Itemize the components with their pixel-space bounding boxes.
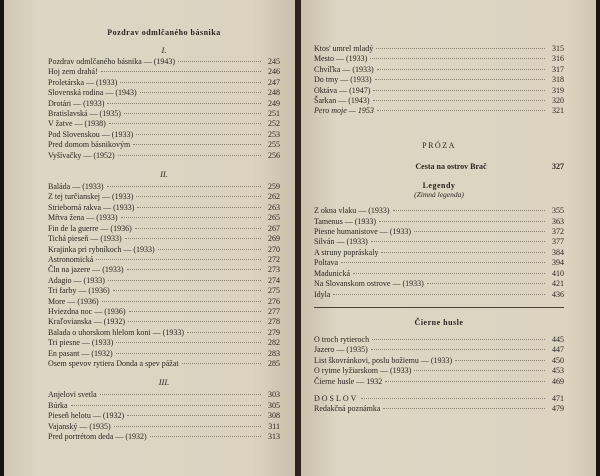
toc-entry-page: 245 — [268, 57, 280, 66]
toc-entry: Redakčná poznámka 479 — [314, 404, 564, 414]
toc-entry-page: 447 — [552, 345, 564, 355]
left-page — [4, 0, 295, 476]
toc-entry — [48, 182, 280, 192]
toc-entry-title: Pero moje — 1953 — [314, 106, 374, 116]
toc-entry-page: 321 — [552, 106, 564, 116]
toc-entry — [48, 88, 280, 98]
toc-entry-title: Búrka — [48, 400, 68, 410]
toc-entry — [314, 290, 564, 300]
toc-entry-page: 318 — [552, 75, 564, 85]
toc-entry-title: Pozdrav odmlčaného básnika — (1943) — [48, 57, 176, 66]
dot-leader — [128, 321, 261, 322]
toc-entry-title: Z tej turčianskej — (1933) — [48, 192, 134, 202]
toc-entry — [48, 432, 280, 442]
toc-entry-page: 377 — [552, 237, 564, 247]
toc-entry-title: Pod Slovenskou — (1933) — [48, 129, 134, 139]
toc-entry-page: 274 — [268, 275, 280, 285]
toc-entry-page: 252 — [268, 119, 280, 129]
toc-entry-page: 248 — [268, 88, 280, 98]
dot-leader — [375, 79, 545, 80]
toc-entry-page: 262 — [268, 192, 280, 202]
toc-entry-title: Čierne husle — 1932 — [314, 376, 383, 386]
toc-entry-page: 421 — [552, 279, 564, 289]
dot-leader — [125, 238, 261, 239]
toc-entry — [314, 106, 564, 116]
toc-entry — [48, 265, 280, 275]
toc-entry-title: Hviezdna noc — (1936) — [48, 306, 126, 316]
toc-entry-title: Vyšívačky — (1952) — [48, 150, 115, 160]
toc-entry — [48, 192, 280, 202]
toc-entry — [314, 366, 564, 376]
dot-leader — [114, 426, 261, 427]
toc-entry — [48, 130, 280, 140]
toc-entry-page: 285 — [268, 358, 280, 368]
violins-list — [314, 335, 564, 387]
toc-entry-title: O troch rytieroch — [314, 334, 370, 344]
toc-entry-page: 253 — [268, 129, 280, 139]
dot-leader — [107, 103, 261, 104]
toc-entry — [48, 78, 280, 88]
toc-entry-page: 267 — [268, 223, 280, 233]
dot-leader — [108, 280, 261, 281]
toc-entry — [48, 245, 280, 255]
toc-entry — [314, 44, 564, 54]
toc-entry — [314, 217, 564, 227]
dot-leader — [371, 349, 545, 350]
toc-entry-title: Krajinka pri rybníkoch — (1933) — [48, 244, 155, 254]
dot-leader — [133, 144, 261, 145]
toc-entry-page: 282 — [268, 338, 280, 348]
toc-entry — [314, 65, 564, 75]
toc-entry-title: Tri piesne — (1933) — [48, 338, 114, 348]
toc-entry-page: 384 — [552, 247, 564, 257]
dot-leader — [136, 196, 261, 197]
toc-entry — [314, 237, 564, 247]
toc-entry-title: Hoj zem drahá! — [48, 67, 98, 77]
toc-entry — [48, 307, 280, 317]
dot-leader — [381, 252, 545, 253]
dot-leader — [377, 110, 545, 111]
toc-entry-page: 275 — [268, 286, 280, 296]
toc-entry-page: 315 — [552, 44, 564, 53]
toc-entry — [48, 328, 280, 338]
toc-entry-page: 445 — [552, 334, 564, 344]
dot-leader — [124, 113, 261, 114]
toc-entry-page: 355 — [552, 206, 564, 216]
toc-entry-title: Anjelovi svetla — [48, 390, 97, 400]
toc-entry-page: 273 — [268, 265, 280, 275]
toc-entry-page: 469 — [552, 376, 564, 386]
toc-entry-page: 251 — [268, 109, 280, 119]
dot-leader — [373, 100, 545, 101]
dot-leader — [71, 405, 261, 406]
dot-leader — [178, 61, 261, 62]
dot-leader — [373, 90, 545, 91]
prose-heading: PRÓZA — [422, 140, 456, 150]
toc-entry — [48, 151, 280, 161]
toc-entry-title: Tamenus — (1933) — [314, 216, 377, 226]
dot-leader — [116, 342, 261, 343]
toc-entry-title: Tichá pieseň — (1933) — [48, 234, 122, 244]
toc-entry-title: Ktos' umrel mladý — [314, 44, 374, 53]
dot-leader — [158, 249, 261, 250]
toc-entry-title: Madunická — [314, 268, 350, 278]
toc-entry-title: Čln na jazere — (1933) — [48, 265, 124, 275]
toc-entry-title: Do tmy — (1933) — [314, 75, 372, 85]
dot-leader — [137, 207, 261, 208]
legends-subtitle: (Zimná legenda) — [414, 190, 464, 200]
dot-leader — [101, 71, 261, 72]
toc-entry-page: 276 — [268, 296, 280, 306]
toc-entry — [314, 75, 564, 85]
toc-entry-page: 363 — [552, 216, 564, 226]
dot-leader — [414, 231, 545, 232]
toc-entry-title: Na Slovanskom ostrove — (1933) — [314, 279, 424, 289]
toc-entry-title: Mesto — (1933) — [314, 54, 368, 64]
dot-leader — [107, 186, 261, 187]
toc-entry — [314, 96, 564, 106]
toc-entry — [48, 276, 280, 286]
toc-entry — [48, 297, 280, 307]
dot-leader — [116, 353, 261, 354]
toc-entry — [48, 119, 280, 129]
toc-entry-title: Slovenská rodina — (1943) — [48, 88, 137, 98]
toc-entry-title: Balada o uhorskom hlelom koni — (1933) — [48, 327, 184, 337]
dot-leader — [379, 221, 545, 222]
dot-leader — [370, 58, 545, 59]
toc-entry-page: 313 — [268, 432, 280, 441]
toc-entry-title: O rytme lyžiarskom — (1933) — [314, 366, 412, 376]
toc-entry — [314, 269, 564, 279]
toc-entry — [48, 411, 280, 421]
dot-leader — [113, 290, 261, 291]
toc-entry — [48, 140, 280, 150]
toc-entry — [48, 213, 280, 223]
dot-leader — [393, 210, 545, 211]
toc-entry — [48, 234, 280, 244]
left-page-heading: Pozdrav odmlčaného básnika — [107, 28, 221, 37]
dot-leader — [427, 283, 545, 284]
dot-leader — [371, 241, 545, 242]
toc-entry — [48, 338, 280, 348]
dot-leader — [140, 92, 261, 93]
dot-leader — [127, 415, 261, 416]
dot-leader — [182, 363, 261, 364]
toc-entry — [314, 258, 564, 268]
dot-leader — [96, 259, 261, 260]
toc-entry-page: 277 — [268, 306, 280, 316]
toc-entry — [314, 206, 564, 216]
dot-leader — [136, 134, 261, 135]
toc-entry-title: Astronomická — [48, 254, 94, 264]
toc-entry — [48, 203, 280, 213]
section-roman: I. — [161, 45, 167, 55]
toc-entry — [314, 345, 564, 355]
toc-entry-title: Jazero — (1935) — [314, 345, 368, 355]
toc-entry — [48, 109, 280, 119]
toc-entry — [314, 227, 564, 237]
toc-entry-page: 259 — [268, 182, 280, 192]
dot-leader — [135, 228, 261, 229]
toc-entry-page: 272 — [268, 254, 280, 264]
toc-entry-title: Tri farby — (1936) — [48, 286, 110, 296]
dot-leader — [120, 82, 261, 83]
toc-entry-title: Z okna vlaku — (1933) — [314, 206, 390, 216]
toc-entry-title: Strieborná rakva — (1933) — [48, 202, 135, 212]
section-rule — [314, 307, 564, 308]
toc-entry-page: 305 — [268, 400, 280, 410]
toc-entry-page: 308 — [268, 411, 280, 421]
toc-entry-title: A struny popráskaly — [314, 247, 379, 257]
toc-section-2 — [48, 182, 280, 369]
dot-leader — [377, 69, 545, 70]
dot-leader — [150, 436, 261, 437]
toc-entry-page: 394 — [552, 258, 564, 268]
toc-entry-page: 279 — [268, 327, 280, 337]
toc-entry-title: List škovránkovi, poslu božiemu — (1933) — [314, 355, 453, 365]
toc-entry-page: 283 — [268, 348, 280, 358]
toc-entry — [314, 335, 564, 345]
toc-entry — [48, 286, 280, 296]
legends-list — [314, 206, 564, 300]
toc-entry-page: 436 — [552, 289, 564, 299]
toc-entry-title: Pieseň helotu — (1932) — [48, 411, 125, 421]
toc-entry — [48, 390, 280, 400]
toc-entry-title: Pred portrétom deda — (1932) — [48, 432, 147, 441]
toc-entry-title: Mŕtva žena — (1933) — [48, 213, 118, 223]
toc-entry — [48, 57, 280, 67]
toc-entry — [314, 356, 564, 366]
dot-leader — [127, 269, 261, 270]
dot-leader — [341, 262, 545, 263]
toc-entry — [48, 99, 280, 109]
toc-entry — [48, 224, 280, 234]
dot-leader — [333, 294, 545, 295]
right-page — [301, 0, 596, 476]
toc-entry-page: 317 — [552, 64, 564, 74]
toc-entry-page: 372 — [552, 227, 564, 237]
toc-section-1 — [48, 57, 280, 161]
dot-leader — [187, 332, 261, 333]
dot-leader — [102, 301, 261, 302]
toc-entry-page: 263 — [268, 202, 280, 212]
dot-leader — [372, 339, 545, 340]
dot-leader — [121, 217, 261, 218]
toc-entry — [48, 359, 280, 369]
toc-entry-page: 256 — [268, 150, 280, 160]
left-contents — [48, 28, 280, 442]
toc-entry-title: Oktáva — (1947) — [314, 85, 371, 95]
section-roman: III. — [158, 377, 170, 388]
dot-leader — [109, 123, 261, 124]
toc-entry-title: Silván — (1933) — [314, 237, 368, 247]
toc-entry-page: 269 — [268, 234, 280, 244]
toc-entry-title: Chvíľka — (1933) — [314, 64, 374, 74]
toc-entry-title: Proletárska — (1933) — [48, 77, 118, 87]
toc-entry-title: Bratislavská — (1935) — [48, 109, 121, 119]
dot-leader — [455, 360, 545, 361]
toc-entry-page: 270 — [268, 244, 280, 254]
dot-leader — [353, 273, 545, 274]
toc-entry-title: Adagio — (1933) — [48, 275, 105, 285]
toc-entry — [48, 422, 280, 432]
dot-leader — [129, 311, 261, 312]
toc-entry-page: 311 — [268, 421, 280, 431]
toc-entry-title: More — (1936) — [48, 296, 99, 306]
toc-entry — [314, 86, 564, 96]
toc-entry-page: 247 — [268, 77, 280, 87]
dot-leader — [385, 381, 545, 382]
toc-entry — [48, 401, 280, 411]
legends-heading: Legendy — [422, 181, 456, 191]
toc-entry — [48, 317, 280, 327]
toc-entry-title: Drotári — (1933) — [48, 98, 105, 108]
section-roman: II. — [160, 169, 168, 180]
toc-entry-page: 265 — [268, 213, 280, 223]
toc-entry-title: Vajanský — (1935) — [48, 421, 111, 431]
toc-entry-title: Piesne humanistove — (1933) — [314, 227, 412, 237]
violins-heading: Čierne husle — [414, 317, 464, 327]
toc-entry-page: 246 — [268, 67, 280, 77]
dot-leader — [376, 48, 545, 49]
toc-entry: DOSLOV 471 — [314, 393, 564, 403]
toc-entry-page: 319 — [552, 85, 564, 95]
toc-entry-page: 453 — [552, 366, 564, 376]
toc-entry: Cesta na ostrov Brač 327 — [415, 161, 564, 171]
toc-entry-title: Baláda — (1933) — [48, 182, 104, 192]
toc-entry-page: 410 — [552, 268, 564, 278]
dot-leader — [100, 394, 261, 395]
toc-entry-page: 255 — [268, 140, 280, 150]
toc-entry-page: 316 — [552, 54, 564, 64]
toc-entry-title: Pred domom básnikovým — [48, 140, 131, 150]
toc-entry-page: 450 — [552, 355, 564, 365]
toc-entry-title: Šarkan — (1943) — [314, 96, 370, 106]
toc-entry-title: Osem spevov rytiera Donda a spev pážat — [48, 358, 179, 368]
toc-entry — [48, 349, 280, 359]
toc-entry — [314, 279, 564, 289]
toc-entry — [314, 248, 564, 258]
toc-entry-page: 278 — [268, 317, 280, 327]
toc-entry — [48, 67, 280, 77]
right-contents — [314, 44, 564, 415]
toc-entry — [48, 255, 280, 265]
toc-entry-page: 303 — [268, 390, 280, 400]
dot-leader — [118, 155, 261, 156]
toc-entry-title: V žatve — (1938) — [48, 119, 106, 129]
toc-section-3 — [48, 390, 280, 442]
toc-entry — [314, 54, 564, 64]
dot-leader — [414, 370, 545, 371]
toc-entry-title: Idyla — [314, 289, 331, 299]
toc-entry-title: Fin de la guerre — (1936) — [48, 223, 132, 233]
toc-entry-page: 249 — [268, 98, 280, 108]
toc-entry-title: En pasant — (1932) — [48, 348, 113, 358]
toc-continued — [314, 44, 564, 117]
toc-entry-title: Kraľovianska — (1932) — [48, 317, 126, 327]
toc-entry — [314, 377, 564, 387]
toc-entry-page: 320 — [552, 96, 564, 106]
toc-entry-title: Poltava — [314, 258, 338, 268]
